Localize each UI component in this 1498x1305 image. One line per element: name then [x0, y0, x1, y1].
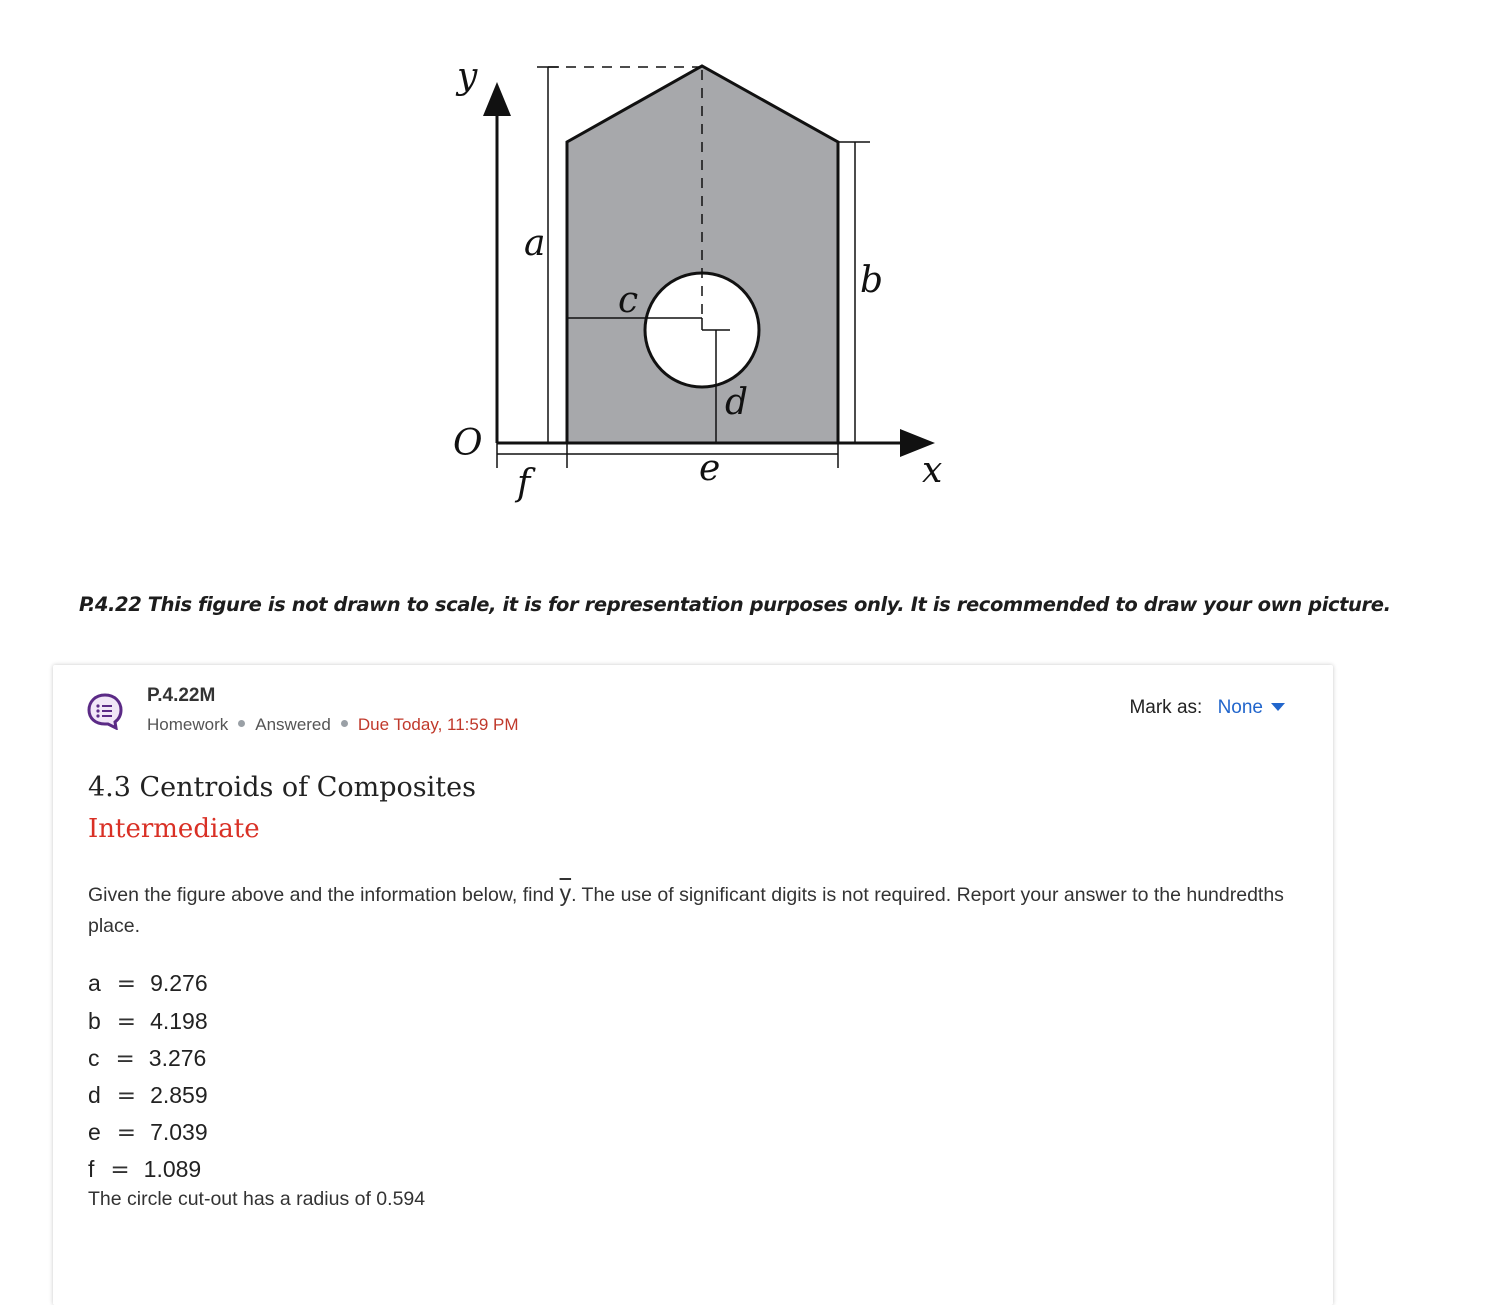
variable-row: [88, 970, 208, 997]
equals-sign: =: [115, 1046, 135, 1072]
radius-note: The circle cut-out has a radius of 0.594: [88, 1188, 426, 1210]
section-title: 4.3 Centroids of Composites: [88, 772, 476, 803]
problem-meta: [147, 715, 519, 735]
question-list-icon: [86, 692, 124, 730]
due-date: Due Today, 11:59 PM: [357, 715, 519, 734]
variable-value: 9.276: [150, 970, 208, 996]
difficulty-label: Intermediate: [88, 814, 260, 844]
variable-row: [88, 1119, 208, 1146]
separator-dot: [238, 720, 245, 727]
caret-down-icon: [1271, 703, 1285, 711]
question-text-start: Given the figure above and the information below, find: [88, 884, 560, 906]
mark-as-label: Mark as:: [1129, 697, 1203, 718]
dim-label-d: d: [725, 382, 749, 423]
dim-label-f: f: [517, 463, 531, 504]
variable-name: e: [88, 1119, 101, 1145]
figure-caption: P.4.22 This figure is not drawn to scale, it is for representation purposes only. It is recommended to draw your own picture.: [79, 593, 1391, 616]
variable-row: [88, 1008, 208, 1035]
problem-type: Homework: [147, 715, 229, 734]
variable-row: [88, 1045, 206, 1072]
mark-as-value: None: [1217, 697, 1263, 718]
problem-status: Answered: [255, 715, 331, 734]
variable-name: b: [88, 1008, 101, 1034]
problem-id: P.4.22M: [147, 685, 216, 706]
variable-name: a: [88, 970, 101, 996]
y-axis-label: y: [457, 56, 478, 97]
variable-row: [88, 1156, 201, 1183]
equals-sign: =: [116, 1083, 137, 1109]
dim-label-e: e: [699, 448, 721, 489]
separator-dot: [341, 720, 348, 727]
variable-name: c: [88, 1045, 100, 1071]
variable-value: 2.859: [150, 1082, 208, 1108]
dim-label-b: b: [860, 260, 884, 301]
variable-value: 7.039: [150, 1119, 208, 1145]
mark-as-control: [1129, 697, 1285, 719]
mark-as-dropdown[interactable]: [1218, 697, 1285, 718]
centroid-figure: [440, 50, 960, 510]
variable-value: 4.198: [150, 1008, 208, 1034]
question-text-end: . The use of significant digits is not required. Report your answer to the hundredths place.: [88, 884, 1284, 937]
variable-row: [88, 1082, 208, 1109]
variable-name: d: [88, 1082, 101, 1108]
origin-label: O: [453, 423, 483, 464]
variable-name: f: [88, 1156, 95, 1182]
dim-label-c: c: [618, 280, 639, 321]
equals-sign: =: [116, 971, 137, 997]
equals-sign: =: [116, 1120, 137, 1146]
y-bar-symbol: $\overline{y}$: [559, 880, 572, 906]
x-axis-label: x: [922, 450, 943, 491]
equals-sign: =: [116, 1009, 137, 1035]
variable-value: 1.089: [143, 1156, 202, 1182]
variable-value: 3.276: [148, 1045, 207, 1071]
question-card: [53, 665, 1333, 1305]
equals-sign: =: [110, 1157, 130, 1183]
dim-label-a: a: [524, 223, 546, 264]
question-text: [88, 878, 1298, 942]
